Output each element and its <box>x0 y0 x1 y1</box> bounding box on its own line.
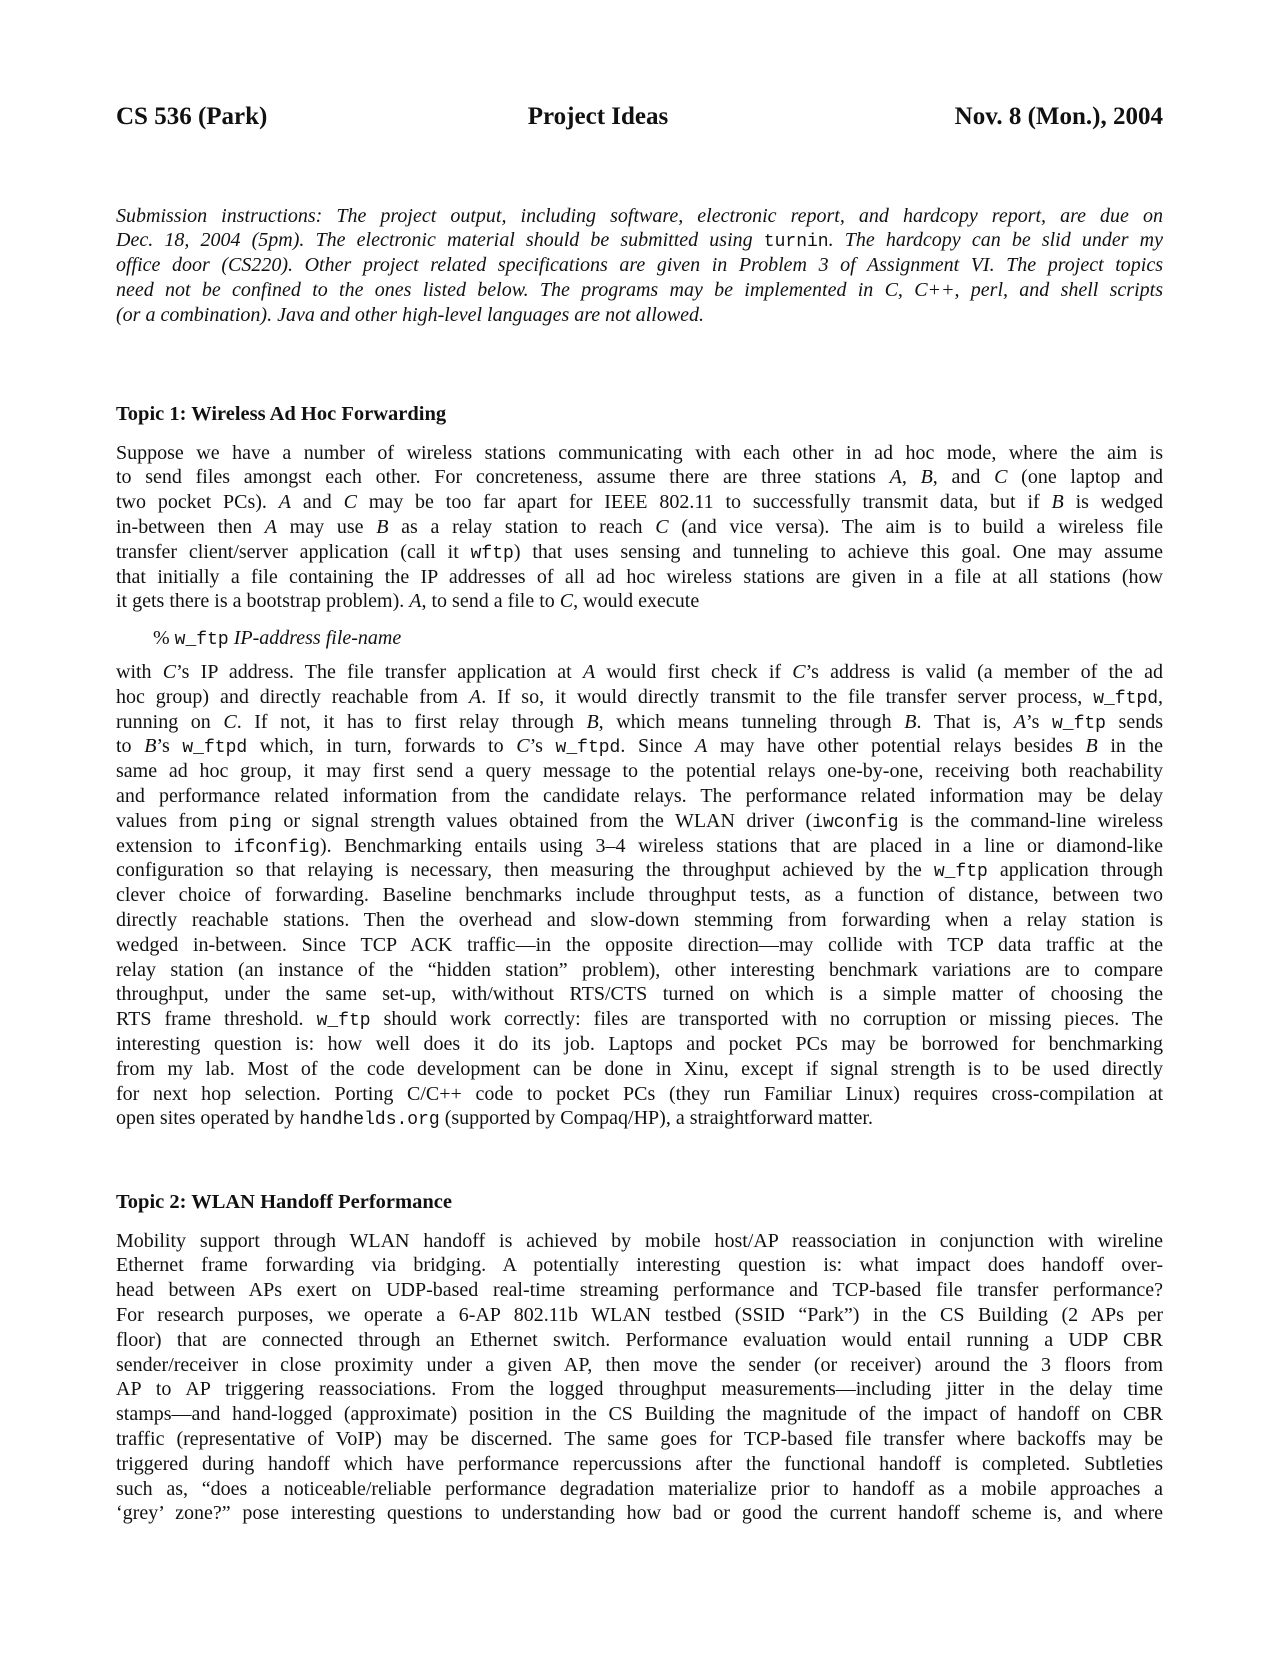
submission-instructions <box>116 204 1163 328</box>
text-run: which, in turn, forwards to <box>247 735 517 758</box>
topic1-paragraph-1 <box>116 441 1163 615</box>
text-line <box>116 278 1163 303</box>
text-run: Mobility support through WLAN handoff is achieved by mobile host/AP reassociation in conjunction with wireline <box>116 1229 1163 1252</box>
text-run: ’s <box>529 735 556 758</box>
text-line <box>116 1402 1163 1427</box>
text-run: RTS frame threshold. <box>116 1008 317 1031</box>
text-run: would first check if <box>595 661 793 683</box>
code-text: w_ftp <box>1051 713 1106 734</box>
text-run: ’s <box>1026 710 1052 733</box>
italic-text: A <box>695 735 708 758</box>
text-run: values from <box>116 809 229 832</box>
text-run: traffic (representative of VoIP) may be discerned. The same goes for TCP-based file transfer where backoffs may be <box>116 1427 1163 1450</box>
text-run: (one laptop and <box>1007 466 1164 489</box>
text-run: For research purposes, we operate a 6-AP 802.11b WLAN testbed (SSID “Park”) in the CS Building (2 APs per <box>116 1303 1163 1326</box>
code-text: wftp <box>470 543 514 564</box>
text-line <box>116 515 1163 540</box>
text-run: , to send a file to <box>421 590 560 613</box>
text-run: , which means tunneling through <box>598 710 905 733</box>
text-run: may have other potential relays besides <box>707 735 1086 758</box>
topic2-paragraph-1 <box>116 1229 1163 1527</box>
text-run: ‘grey’ zone?” pose interesting questions to understanding how bad or good the current handoff scheme is, and where <box>116 1502 1163 1525</box>
text-run: configuration so that relaying is necessary, then measuring the throughput achieved by the <box>116 859 934 882</box>
code-text: iwconfig <box>812 812 899 833</box>
text-run: wedged in-between. Since TCP ACK traffic—in the opposite direction—may collide with TCP data traffic at the <box>116 933 1163 956</box>
italic-text: B <box>586 710 599 733</box>
italic-text: C <box>162 661 177 683</box>
text-run: with <box>116 661 163 683</box>
text-run: may be too far apart for IEEE 802.11 to successfully transmit data, but if <box>356 491 1052 514</box>
text-line <box>116 759 1163 784</box>
text-run: in the <box>1097 735 1163 758</box>
text-run: . If not, it has to first relay through <box>236 710 587 733</box>
text-run: ) that uses sensing and tunneling to achieve this goal. One may assume <box>513 540 1163 563</box>
text-run: two pocket PCs). <box>116 491 279 514</box>
text-run: . That is, <box>916 710 1014 733</box>
text-run: and performance related information from the candidate relays. The performance related information may be delay <box>116 784 1163 807</box>
text-line <box>116 784 1163 809</box>
italic-text: C <box>223 710 237 733</box>
italic-text: (or a combination). Java and other high-level languages are not allowed. <box>116 303 705 326</box>
text-line <box>116 883 1163 908</box>
text-line <box>116 1229 1163 1254</box>
code-text: w_ftp <box>316 1011 371 1032</box>
text-run: , <box>1158 685 1163 708</box>
italic-text: C <box>792 661 806 683</box>
text-run: (supported by Compaq/HP), a straightforward matter. <box>439 1107 873 1130</box>
text-run: ’s <box>156 735 183 758</box>
text-run: , and <box>932 466 995 489</box>
text-run: that initially a file containing the IP addresses of all ad hoc wireless stations are given in a file at all stations (how <box>116 565 1163 588</box>
italic-text: . The hardcopy can be slid under my <box>828 229 1163 252</box>
italic-text: office door (CS220). Other project related specifications are given in Problem 3 of Assignment VI. The project topics <box>116 254 1163 277</box>
text-run: transfer client/server application (call it <box>116 540 471 563</box>
text-line <box>116 465 1163 490</box>
text-line <box>116 1328 1163 1353</box>
text-run: extension to <box>116 834 234 857</box>
text-run: triggered during handoff which have performance repercussions after the functional handoff is completed. Subtleties <box>116 1452 1163 1475</box>
text-run: ’s IP address. The file transfer application at <box>176 661 583 683</box>
text-line <box>116 204 1163 229</box>
text-run: stamps—and hand-logged (approximate) position in the CS Building the magnitude of the impact of handoff on CBR <box>116 1403 1163 1426</box>
text-run: AP to AP triggering reassociations. From the logged throughput measurements—including jitter in the delay time <box>116 1378 1163 1401</box>
text-run: clever choice of forwarding. Baseline benchmarks include throughput tests, as a function of distance, between two <box>116 884 1163 907</box>
document-title: Project Ideas <box>527 103 669 130</box>
command-example <box>153 626 401 651</box>
text-line <box>116 565 1163 590</box>
text-run: application through <box>987 859 1163 882</box>
code-text: w_ftp <box>933 862 988 883</box>
code-text: turnin <box>763 232 829 253</box>
text-run: should work correctly: files are transported with no corruption or missing pieces. The <box>370 1008 1163 1031</box>
text-line <box>116 1057 1163 1082</box>
text-line <box>116 1477 1163 1502</box>
italic-text: C <box>655 515 669 538</box>
text-run: sender/receiver in close proximity under a given AP, then move the sender (or receiver) around the 3 floors from <box>116 1353 1163 1376</box>
text-line <box>116 933 1163 958</box>
code-text: handhelds.org <box>299 1110 440 1131</box>
text-line <box>116 685 1163 710</box>
document-date: Nov. 8 (Mon.), 2004 <box>954 103 1163 130</box>
italic-text: B <box>904 710 917 733</box>
text-line <box>116 1501 1163 1526</box>
italic-text: B <box>920 466 933 489</box>
code-text: w_ftp <box>174 629 229 650</box>
text-run: head between APs exert on UDP-based real-time streaming performance and TCP-based file transfer performance? <box>116 1279 1163 1302</box>
italic-text: C <box>559 590 574 613</box>
italic-text: Submission instructions: The project output, including software, electronic report, and hardcopy report, are due on <box>116 204 1163 227</box>
text-run: for next hop selection. Porting C/C++ code to pocket PCs (they run Familiar Linux) requires cross-compilation at <box>116 1082 1163 1105</box>
text-run: is the command-line wireless <box>898 809 1163 832</box>
italic-text: C <box>343 491 357 514</box>
text-line <box>116 958 1163 983</box>
text-run: is wedged <box>1063 491 1163 514</box>
text-line <box>116 710 1163 735</box>
italic-text: A <box>1013 710 1027 733</box>
code-text: ifconfig <box>233 837 320 858</box>
topic1-paragraph-2 <box>116 660 1163 1131</box>
text-line <box>116 982 1163 1007</box>
text-run: ’s address is valid (a member of the ad <box>805 661 1164 683</box>
text-line <box>116 908 1163 933</box>
text-run: . Since <box>620 735 696 758</box>
text-run: from my lab. Most of the code development can be done in Xinu, except if signal strength is to be used directly <box>116 1057 1163 1080</box>
text-run: relay station (an instance of the “hidden station” problem), other interesting benchmark variations are to compare <box>116 958 1163 981</box>
italic-text: B <box>1085 735 1098 758</box>
text-line <box>116 490 1163 515</box>
topic1-heading: Topic 1: Wireless Ad Hoc Forwarding <box>116 403 447 425</box>
text-run: ). Benchmarking entails using 3–4 wireless stations that are placed in a line or diamond-like <box>319 834 1163 857</box>
italic-text: IP-address file-name <box>233 626 402 649</box>
text-line <box>116 1082 1163 1107</box>
italic-text: A <box>582 661 596 683</box>
italic-text: A <box>889 466 902 489</box>
text-run: to send files amongst each other. For concreteness, assume there are three stations <box>116 466 890 489</box>
text-run: interesting question is: how well does it do its job. Laptops and pocket PCs may be borrowed for benchmarking <box>116 1032 1163 1055</box>
text-run: and <box>290 491 344 514</box>
italic-text: A <box>409 590 422 613</box>
text-line <box>116 1278 1163 1303</box>
italic-text: Dec. 18, 2004 (5pm). The electronic material should be submitted using <box>116 229 764 252</box>
italic-text: B <box>376 515 389 538</box>
text-run: such as, “does a noticeable/reliable performance degradation materialize prior to handoff as a mobile approaches a <box>116 1477 1163 1500</box>
text-line <box>116 441 1163 466</box>
text-line <box>116 734 1163 759</box>
text-line <box>116 1007 1163 1032</box>
course-label: CS 536 (Park) <box>116 103 268 130</box>
text-run: , <box>901 466 921 489</box>
topic2-heading: Topic 2: WLAN Handoff Performance <box>116 1191 452 1213</box>
text-run: % <box>153 626 175 649</box>
text-run: it gets there is a bootstrap problem). <box>116 590 410 613</box>
text-line <box>116 1452 1163 1477</box>
text-run: hoc group) and directly reachable from <box>116 685 469 708</box>
text-line <box>116 660 1163 685</box>
text-line <box>116 1303 1163 1328</box>
text-line <box>153 626 401 651</box>
text-run: running on <box>116 710 224 733</box>
italic-text: A <box>278 491 291 514</box>
text-line <box>116 1377 1163 1402</box>
italic-text: C <box>516 735 530 758</box>
text-line <box>116 1427 1163 1452</box>
text-run: throughput, under the same set-up, with/without RTS/CTS turned on which is a simple matter of choosing the <box>116 983 1163 1006</box>
code-text: w_ftpd <box>555 738 621 759</box>
text-line <box>116 809 1163 834</box>
text-run: floor) that are connected through an Ethernet switch. Performance evaluation would entail running a UDP CBR <box>116 1328 1163 1351</box>
text-run: directly reachable stations. Then the overhead and slow-down stemming from forwarding when a relay station is <box>116 908 1163 931</box>
italic-text: need not be confined to the ones listed below. The programs may be implemented in C, C++, perl, and shell scripts <box>116 278 1163 301</box>
italic-text: A <box>468 685 482 708</box>
text-run: same ad hoc group, it may first send a query message to the potential relays one-by-one, receiving both reachability <box>116 760 1163 783</box>
text-line <box>116 1353 1163 1378</box>
text-line <box>116 1253 1163 1278</box>
text-line <box>116 589 1163 614</box>
text-run: may use <box>276 515 377 538</box>
text-line <box>116 228 1163 253</box>
text-line <box>116 834 1163 859</box>
text-run: Suppose we have a number of wireless stations communicating with each other in ad hoc mode, where the aim is <box>116 441 1163 464</box>
italic-text: C <box>994 466 1008 489</box>
code-text: ping <box>228 812 272 833</box>
code-text: w_ftpd <box>182 738 248 759</box>
text-run: Ethernet frame forwarding via bridging. A potentially interesting question is: what impact does handoff over- <box>116 1254 1163 1277</box>
text-line <box>116 1032 1163 1057</box>
text-run: (and vice versa). The aim is to build a wireless file <box>668 515 1163 538</box>
text-run: , would execute <box>573 590 700 613</box>
text-line <box>116 540 1163 565</box>
text-run: . If so, it would directly transmit to the file transfer server process, <box>481 685 1094 708</box>
text-run: as a relay station to reach <box>388 515 656 538</box>
text-run: or signal strength values obtained from the WLAN driver ( <box>272 809 813 832</box>
text-run: open sites operated by <box>116 1107 300 1130</box>
text-line <box>116 253 1163 278</box>
italic-text: B <box>144 735 157 758</box>
text-line <box>116 858 1163 883</box>
text-run: in-between then <box>116 515 265 538</box>
text-run: sends <box>1105 710 1163 733</box>
italic-text: A <box>264 515 277 538</box>
italic-text: B <box>1051 491 1064 514</box>
text-line <box>116 1106 1163 1131</box>
code-text: w_ftpd <box>1093 688 1158 709</box>
text-run: to <box>116 735 145 758</box>
text-line <box>116 303 1163 328</box>
